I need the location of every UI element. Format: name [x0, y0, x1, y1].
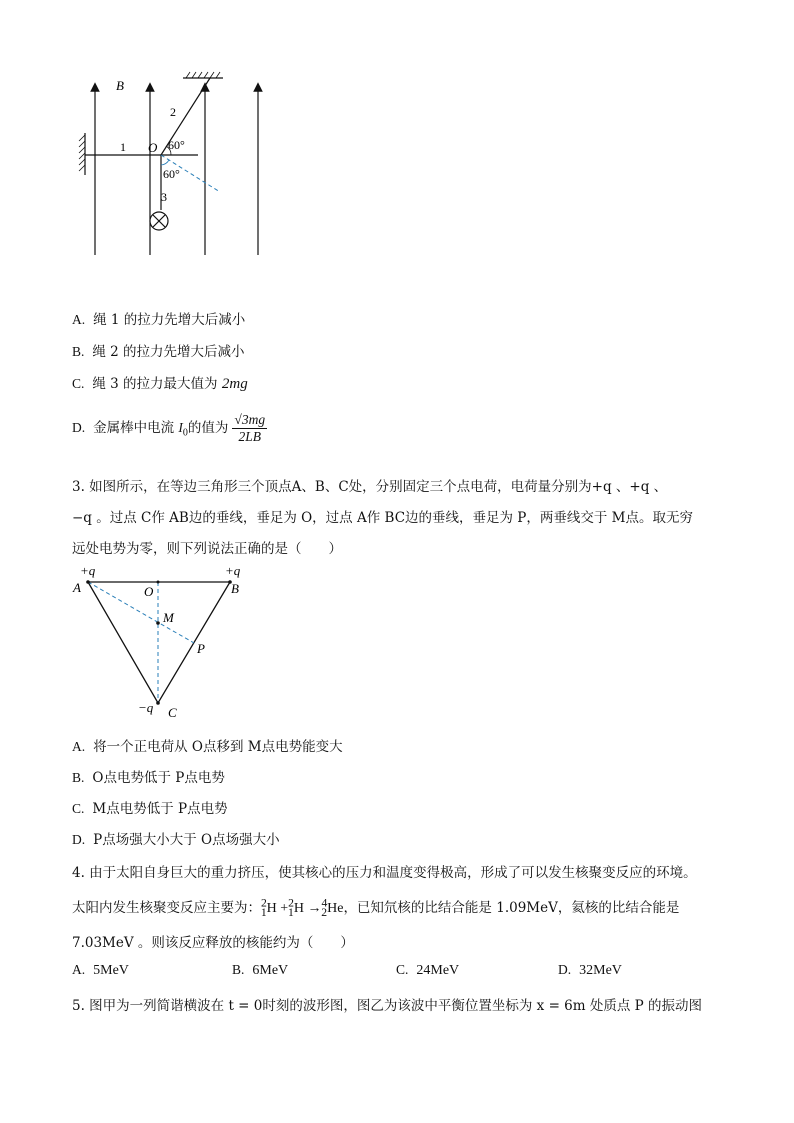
figure-triangle	[70, 560, 260, 725]
fraction: $\frac{√3mg}{2LB}$	[234, 412, 266, 444]
q3-line-1: 3. 如图所示，在等边三角形三个顶点A、B、C处，分别固定三个点电荷，电荷量分别为+q 、+q 、	[72, 479, 668, 495]
current-symbol: $I_0$	[178, 420, 188, 439]
altitude-AP	[88, 582, 194, 643]
q4-line-3: 7.03MeV 。则该反应释放的核能约为（ ）	[72, 935, 354, 951]
charge-B: +q	[225, 563, 241, 578]
label-3: 3	[161, 190, 167, 204]
q4-option-C[interactable]: C. 24MeV	[396, 962, 460, 978]
q3-option-D[interactable]: D. P点场强大小大于 O点场强大小	[72, 832, 280, 848]
q3-line-3: 远处电势为零，则下列说法正确的是（ ）	[72, 541, 342, 557]
label-O: O	[148, 140, 158, 155]
point-O: O	[144, 584, 154, 599]
label-2: 2	[170, 105, 176, 119]
charge-C: −q	[138, 700, 154, 715]
q2-option-A[interactable]: A. 绳 1 的拉力先增大后减小	[72, 312, 246, 328]
label-1: 1	[120, 140, 126, 154]
q2-option-B[interactable]: B. 绳 2 的拉力先增大后减小	[72, 344, 245, 360]
q3-option-A[interactable]: A. 将一个正电荷从 O点移到 M点电势能变大	[72, 739, 343, 755]
point-M: M	[163, 610, 174, 625]
q5-line-1: 5. 图甲为一列简谐横波在 t = 0时刻的波形图，图乙为该波中平衡位置坐标为 x = 6m 处质点 P 的振动图	[72, 998, 703, 1014]
q4-option-D[interactable]: D. 32MeV	[558, 962, 622, 978]
q3-option-B[interactable]: B. O点电势低于 P点电势	[72, 770, 225, 786]
figure-magnetic-field	[70, 65, 270, 260]
q2-option-C[interactable]: C. 绳 3 的拉力最大值为 2mg	[72, 376, 248, 392]
q2-option-D[interactable]: D. 金属棒中电流 $I_0$的值为 $\frac{√3mg}{2LB}$	[72, 412, 266, 444]
nuclear-equation: $^2_1$H +$^2_1$H →$^4_2$He	[260, 896, 344, 919]
charge-A: +q	[80, 563, 96, 578]
q3-line-2: −q 。过点 C作 AB边的垂线，垂足为 O，过点 A作 BC边的垂线，垂足为 P，两垂线交于 M点。取无穷	[72, 510, 694, 526]
q4-line-1: 4. 由于太阳自身巨大的重力挤压，使其核心的压力和温度变得极高，形成了可以发生核聚变反应的环境。	[72, 865, 697, 881]
q4-option-A[interactable]: A. 5MeV	[72, 962, 129, 978]
triangle	[88, 582, 230, 703]
point-B: B	[231, 581, 239, 596]
angle-upper: 60°	[168, 138, 185, 152]
q3-option-C[interactable]: C. M点电势低于 P点电势	[72, 801, 228, 817]
point-A: A	[73, 580, 81, 595]
math-2mg: 2mg	[221, 376, 248, 392]
q4-line-2: 太阳内发生核聚变反应主要为：$^2_1$H +$^2_1$H →$^4_2$He，已知氘核的比结合能是 1.09MeV，氦核的比结合能是	[72, 896, 680, 919]
q4-option-B[interactable]: B. 6MeV	[232, 962, 289, 978]
point-C: C	[168, 705, 177, 720]
point-P: P	[197, 641, 205, 656]
label-B: B	[116, 78, 124, 93]
angle-lower: 60°	[163, 167, 180, 181]
